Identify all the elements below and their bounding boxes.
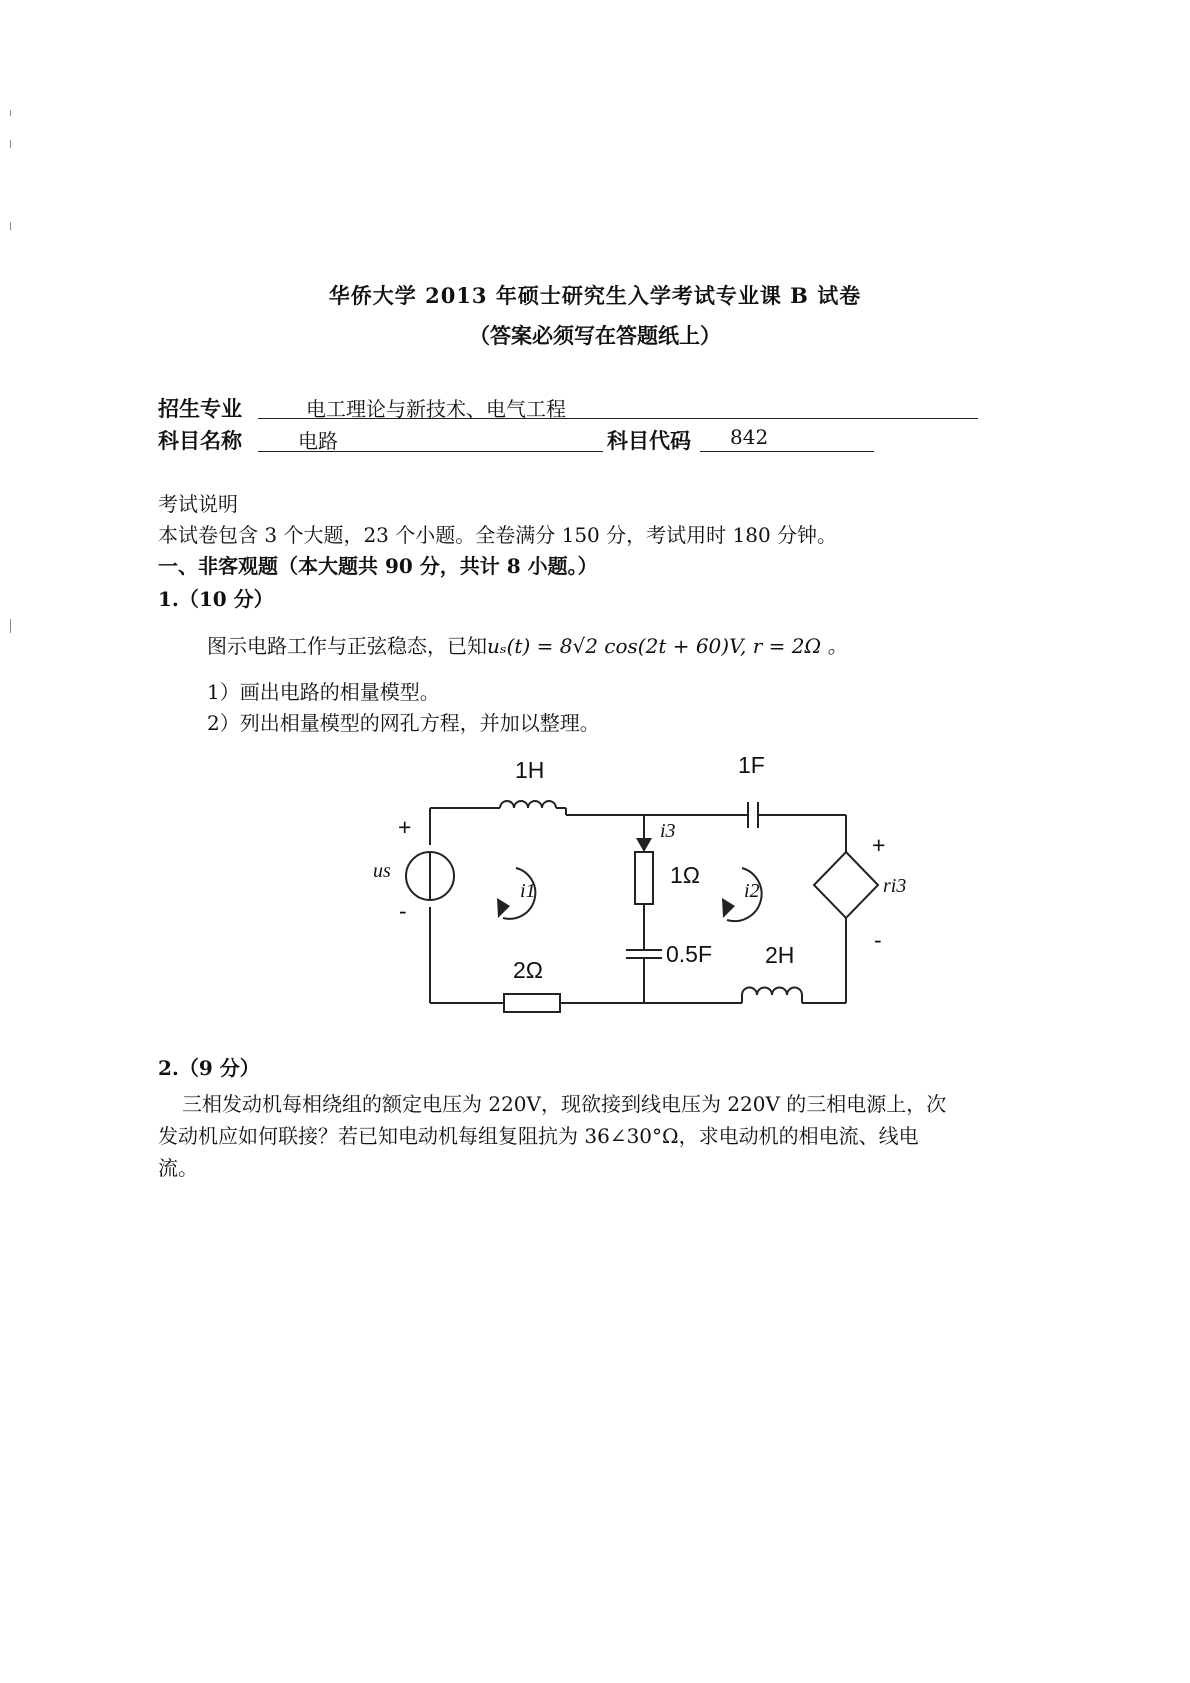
dep-plus: + [872, 832, 886, 858]
subject-label: 科目名称 [158, 428, 242, 453]
mesh1-arrow-head [497, 898, 510, 918]
exam-subtitle: （答案必须写在答题纸上） [469, 323, 721, 348]
mesh1-label: i1 [520, 880, 536, 902]
dep-label: ri3 [883, 875, 907, 897]
label-1ohm: 1Ω [670, 862, 700, 888]
q2-number: 2.（9 分） [158, 1056, 260, 1080]
exam-title: 华侨大学 2013 年硕士研究生入学考试专业课 B 试卷 [328, 283, 862, 308]
section1-heading: 一、非客观题（本大题共 90 分，共计 8 小题。） [158, 554, 598, 578]
mesh2-label: i2 [744, 880, 760, 902]
code-value: 842 [730, 425, 769, 449]
current-i3-label: i3 [660, 820, 676, 842]
dep-minus: - [874, 927, 882, 953]
q1-number: 1.（10 分） [158, 587, 274, 611]
q2-line2: 发动机应如何联接？若已知电动机每组复阻抗为 36∠30°Ω，求电动机的相电流、线电 [158, 1124, 919, 1148]
label-1f: 1F [738, 752, 765, 778]
label-1h: 1H [515, 757, 545, 783]
q1-formula: uₛ(t) = 8√2 cos(2t + 60)V, r = 2Ω 。 [487, 634, 848, 658]
source-minus: - [399, 898, 407, 924]
source-plus: + [398, 814, 412, 840]
resistor-2ohm [504, 994, 560, 1012]
label-2h: 2H [765, 942, 795, 968]
major-value: 电工理论与新技术、电气工程 [306, 397, 566, 421]
q2-line3: 流。 [158, 1156, 198, 1180]
inductor-2h [742, 988, 802, 995]
q1-intro-text: 图示电路工作与正弦稳态，已知 [207, 634, 487, 658]
mesh2-arrow-head [722, 898, 735, 918]
q1-item1: 1）画出电路的相量模型。 [207, 680, 440, 704]
major-label: 招生专业 [158, 396, 242, 421]
label-2ohm: 2Ω [513, 957, 543, 983]
source-label: us [373, 860, 391, 882]
resistor-1ohm [635, 852, 653, 904]
inductor-1h [500, 801, 556, 808]
i3-arrow-head [636, 838, 652, 852]
dependent-source [814, 852, 878, 918]
q2-line1: 三相发动机每相绕组的额定电压为 220V，现欲接到线电压为 220V 的三相电源上，次 [182, 1092, 947, 1116]
q1-item2: 2）列出相量模型的网孔方程，并加以整理。 [207, 711, 600, 735]
subject-value: 电路 [298, 429, 338, 453]
code-label: 科目代码 [607, 428, 691, 453]
instructions-heading: 考试说明 [158, 492, 238, 516]
instructions-text: 本试卷包含 3 个大题，23 个小题。全卷满分 150 分，考试用时 180 分钟。 [158, 523, 838, 547]
label-05f: 0.5F [666, 941, 713, 967]
